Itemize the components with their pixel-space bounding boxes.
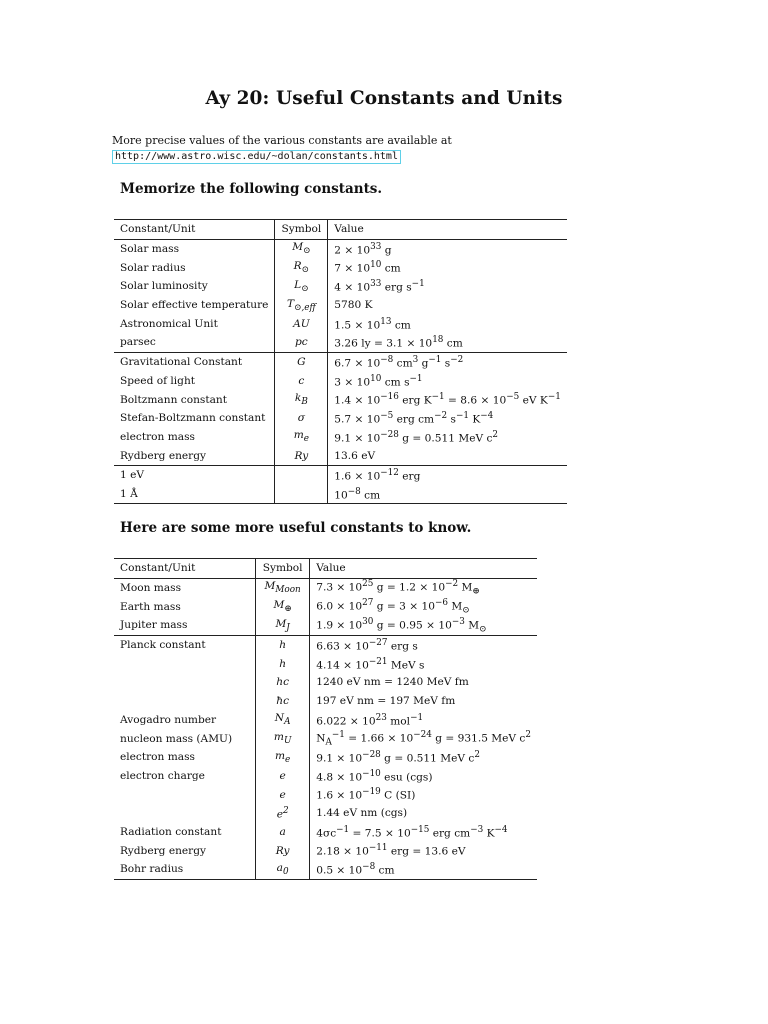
table-row bbox=[114, 841, 537, 860]
value-cell: $4 \times 10^{33}$ erg $s^{-1}$ bbox=[334, 279, 425, 294]
symbol-cell: h bbox=[256, 635, 310, 654]
symbol-cell: $k_B$ bbox=[275, 390, 328, 409]
symbol-cell: AU bbox=[275, 314, 328, 333]
constant-name-cell: Earth mass bbox=[120, 600, 181, 613]
symbol-cell: $m_e$ bbox=[275, 428, 328, 447]
constant-name-cell: Planck constant bbox=[114, 635, 256, 654]
value-cell: $4.8 \times 10^{-10}$ esu (cgs) bbox=[316, 768, 433, 784]
column-header-value: Value bbox=[328, 220, 567, 240]
column-header-value: Value bbox=[310, 559, 537, 579]
constant-name-cell bbox=[114, 785, 256, 804]
value-cell: $5.7 \times 10^{-5}$ erg $cm^{-2}$ $s^{-1}$ $K^{-4}$ bbox=[334, 410, 494, 426]
constant-name-cell: Moon mass bbox=[120, 582, 182, 595]
table-row bbox=[114, 785, 537, 804]
symbol-cell: $m_e$ bbox=[256, 748, 310, 767]
page-title: Ay 20: Useful Constants and Units bbox=[205, 88, 563, 109]
column-header-constant: Constant/Unit bbox=[114, 559, 256, 579]
table-row bbox=[114, 258, 567, 277]
symbol-cell: $L_⊙$ bbox=[275, 277, 328, 296]
constant-name-cell bbox=[114, 692, 256, 711]
symbol-cell: $e^2$ bbox=[256, 804, 310, 823]
constant-name-cell: electron mass bbox=[120, 751, 195, 764]
value-cell: 3.26 ly = $3.1 \times 10^{18}$ cm bbox=[334, 335, 463, 350]
table-row bbox=[114, 578, 537, 597]
value-cell: $4.14 \times 10^{-21}$ MeV s bbox=[316, 656, 425, 672]
value-cell: 5780 K bbox=[334, 299, 373, 312]
value-cell: $7 \times 10^{10}$ cm bbox=[334, 260, 401, 275]
value-cell: $6.63 \times 10^{-27}$ erg s bbox=[310, 635, 537, 654]
table-row bbox=[114, 729, 537, 748]
constant-name-cell bbox=[114, 673, 256, 692]
table-row bbox=[114, 635, 537, 654]
table-row bbox=[114, 673, 537, 692]
constant-name-cell bbox=[114, 804, 256, 823]
table-row bbox=[114, 597, 537, 616]
constant-name-cell: Stefan-Boltzmann constant bbox=[120, 412, 266, 425]
constant-name-cell: Rydberg energy bbox=[120, 844, 207, 857]
constant-name-cell: Avogadro number bbox=[120, 713, 217, 726]
table-row bbox=[114, 333, 567, 352]
column-header-constant: Constant/Unit bbox=[114, 220, 275, 240]
constant-name-cell: Bohr radius bbox=[114, 860, 256, 879]
table-row bbox=[114, 372, 567, 391]
value-cell: $6.7 \times 10^{-8}$ $cm^3$ $g^{-1}$ $s^{-2}$ bbox=[328, 352, 567, 371]
table-row bbox=[114, 654, 537, 673]
value-cell: $9.1 \times 10^{-28}$ g = 0.511 MeV $c^2$ bbox=[334, 429, 499, 445]
value-cell: $1.6 \times 10^{-12}$ erg bbox=[328, 465, 567, 484]
symbol-cell: $N_A$ bbox=[256, 711, 310, 730]
table-row bbox=[114, 390, 567, 409]
constant-name-cell: Solar radius bbox=[120, 261, 186, 274]
symbol-cell: $M_J$ bbox=[256, 616, 310, 635]
value-cell: $6.022 \times 10^{23}$ mol$^{-1}$ bbox=[316, 712, 424, 728]
value-cell: $2.18 \times 10^{-11}$ erg = 13.6 eV bbox=[316, 843, 466, 858]
symbol-cell: h bbox=[256, 654, 310, 673]
value-cell: $1.9 \times 10^{30}$ $g = 0.95 \times 10^{-3}$ $M_⊙$ bbox=[316, 616, 487, 635]
constant-name-cell: Boltzmann constant bbox=[120, 393, 227, 406]
table-row bbox=[114, 428, 567, 447]
symbol-cell: $R_⊙$ bbox=[275, 258, 328, 277]
table-row bbox=[114, 748, 537, 767]
table-header-row bbox=[114, 559, 537, 579]
symbol-cell: e bbox=[256, 767, 310, 786]
value-cell: $4\sigma c^{-1} = 7.5 \times 10^{-15}$ erg $cm^{-3}$ $K^{-4}$ bbox=[316, 824, 508, 840]
value-cell: $0.5 \times 10^{-8}$ cm bbox=[310, 860, 537, 879]
table-header-row bbox=[114, 220, 567, 240]
constant-name-cell: 1 Å bbox=[114, 485, 275, 504]
constant-name-cell: Rydberg energy bbox=[120, 449, 207, 462]
table-row bbox=[114, 409, 567, 428]
symbol-cell: $M_⊙$ bbox=[275, 239, 328, 258]
table-row bbox=[114, 485, 567, 504]
symbol-cell: pc bbox=[275, 333, 328, 352]
section-heading-more: Here are some more useful constants to know. bbox=[120, 520, 472, 536]
symbol-cell: $M_{Moon}$ bbox=[256, 578, 310, 597]
symbol-cell: Ry bbox=[275, 446, 328, 465]
value-cell: 1240 eV nm = 1240 MeV fm bbox=[316, 676, 469, 689]
value-cell: $1.5 \times 10^{13}$ cm bbox=[334, 316, 411, 332]
value-cell: $N_A^{-1} = 1.66 \times 10^{-24}$ g = 931.5 MeV $c^2$ bbox=[316, 729, 531, 748]
constant-name-cell: Jupiter mass bbox=[120, 619, 188, 632]
constant-name-cell: Solar mass bbox=[120, 243, 180, 256]
value-cell: $3 \times 10^{10}$ cm $s^{-1}$ bbox=[334, 373, 423, 389]
value-cell: $9.1 \times 10^{-28}$ g = 0.511 MeV $c^2$ bbox=[316, 749, 480, 765]
more-constants-table bbox=[114, 558, 537, 880]
symbol-cell: $M_\oplus$ bbox=[256, 597, 310, 616]
table-row bbox=[114, 804, 537, 823]
table-row bbox=[114, 823, 537, 842]
constant-name-cell: Solar luminosity bbox=[120, 280, 208, 293]
value-cell: $2 \times 10^{33}$ g bbox=[334, 241, 392, 257]
more-table-body bbox=[114, 578, 537, 879]
intro-text: More precise values of the various constants are available at bbox=[112, 134, 452, 147]
symbol-cell: c bbox=[275, 372, 328, 391]
symbol-cell: Ry bbox=[256, 841, 310, 860]
constant-name-cell: Gravitational Constant bbox=[114, 352, 275, 371]
table-row bbox=[114, 296, 567, 315]
table-row bbox=[114, 692, 537, 711]
intro-block bbox=[112, 133, 452, 164]
table-row bbox=[114, 277, 567, 296]
column-header-symbol: Symbol bbox=[256, 559, 310, 579]
symbol-cell: σ bbox=[275, 409, 328, 428]
constant-name-cell: Solar effective temperature bbox=[120, 299, 269, 312]
symbol-cell: a bbox=[256, 823, 310, 842]
table-row bbox=[114, 767, 537, 786]
table-row bbox=[114, 711, 537, 730]
table-row bbox=[114, 239, 567, 258]
symbol-cell: e bbox=[256, 785, 310, 804]
symbol-cell: $m_U$ bbox=[256, 729, 310, 748]
table-row bbox=[114, 860, 537, 879]
value-cell: 1.44 eV nm (cgs) bbox=[316, 807, 408, 820]
table-row bbox=[114, 616, 537, 635]
constant-name-cell: nucleon mass (AMU) bbox=[120, 732, 233, 745]
symbol-cell: G bbox=[275, 352, 328, 371]
value-cell: $1.6 \times 10^{-19}$ C (SI) bbox=[316, 787, 416, 802]
value-cell: 13.6 eV bbox=[334, 449, 376, 462]
symbol-cell bbox=[275, 485, 328, 504]
symbol-cell bbox=[275, 465, 328, 484]
symbol-cell: $T_{⊙,eff}$ bbox=[275, 296, 328, 315]
constant-name-cell: electron mass bbox=[120, 430, 195, 443]
memorize-constants-table bbox=[114, 219, 567, 504]
table-row bbox=[114, 465, 567, 484]
value-cell: 197 eV nm = 197 MeV fm bbox=[316, 695, 456, 708]
table-row bbox=[114, 446, 567, 465]
value-cell: $6.0 \times 10^{27}$ $g = 3 \times 10^{-6}$ $M_⊙$ bbox=[316, 597, 470, 616]
constant-name-cell: Radiation constant bbox=[120, 825, 222, 838]
constant-name-cell: electron charge bbox=[120, 769, 205, 782]
table-row bbox=[114, 352, 567, 371]
memorize-table-body bbox=[114, 239, 567, 504]
constant-name-cell: parsec bbox=[120, 336, 156, 349]
section-heading-memorize: Memorize the following constants. bbox=[120, 181, 383, 197]
value-cell: $1.4 \times 10^{-16}$ erg $K^{-1} = 8.6 \times 10^{-5}$ eV $K^{-1}$ bbox=[334, 392, 561, 407]
constants-link[interactable]: http://www.astro.wisc.edu/~dolan/constants.html bbox=[112, 150, 401, 164]
constant-name-cell: Speed of light bbox=[120, 374, 196, 387]
constant-name-cell: 1 eV bbox=[114, 465, 275, 484]
column-header-symbol: Symbol bbox=[275, 220, 328, 240]
value-cell: $7.3 \times 10^{25}$ $g = 1.2 \times 10^{-2}$ $M_\oplus$ bbox=[316, 579, 480, 597]
constant-name-cell: Astronomical Unit bbox=[120, 317, 218, 330]
value-cell: $10^{-8}$ cm bbox=[328, 485, 567, 504]
symbol-cell: hc bbox=[256, 673, 310, 692]
table-row bbox=[114, 314, 567, 333]
constant-name-cell bbox=[114, 654, 256, 673]
symbol-cell: $a_0$ bbox=[256, 860, 310, 879]
symbol-cell: ħc bbox=[256, 692, 310, 711]
